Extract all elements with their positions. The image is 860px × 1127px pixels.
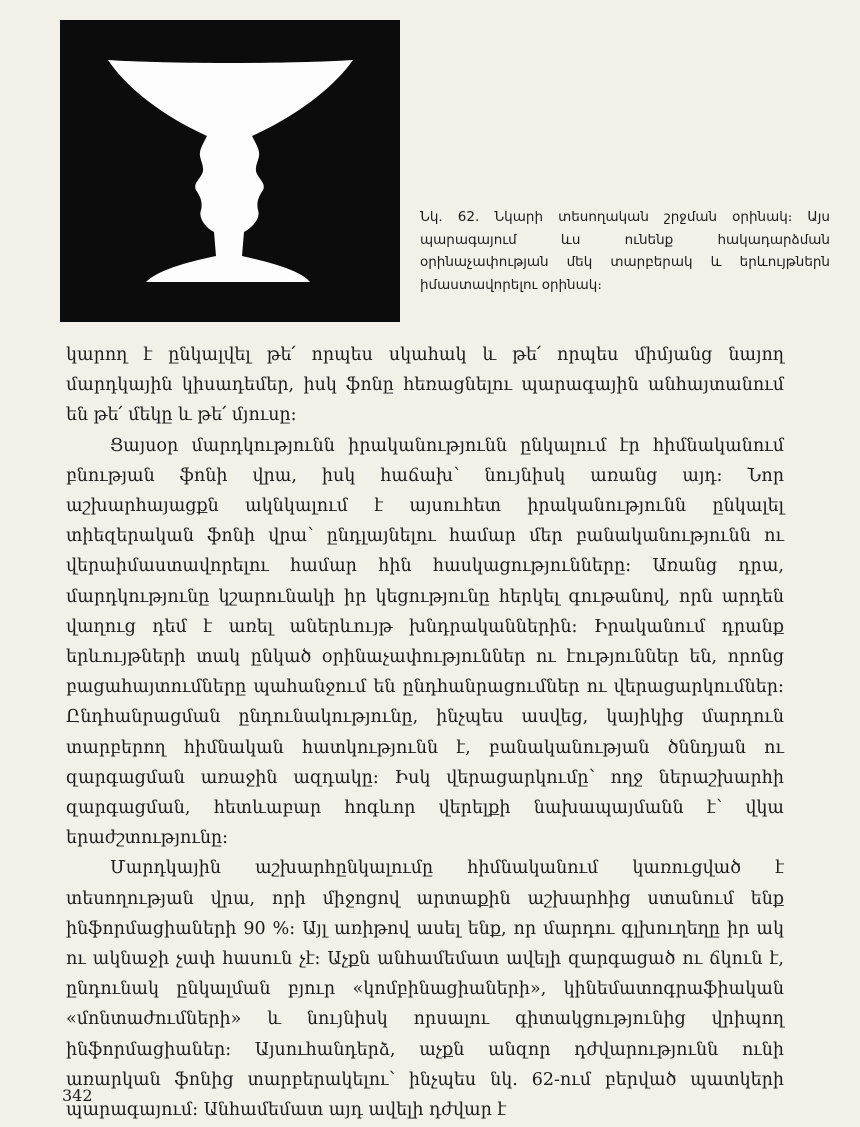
body-text — [66, 340, 784, 1125]
page-number: 342 — [62, 1086, 93, 1105]
paragraph: կարող է ընկալվել թե՛ որպես սկահակ և թե՛ որպես միմյանց նայող մարդկային կիսադեմեր, իսկ ֆոնը հեռացնելու պարագային անհայտանում են թե՛ մեկը և թե՛ մյուսը։ — [66, 345, 784, 426]
figure-caption: Նկ. 62. Նկարի տեսողական շրջման օրինակ։ Այս պարագայում ևս ունենք հակադարձման օրինաչափության մեկ տարբերակ և երևույթներն իմաստավորելու օրինակ։ — [420, 209, 830, 293]
paragraph: Մարդկային աշխարհընկալումը հիմնականում կառուցված է տեսողության վրա, որի միջոցով արտաքին աշխարհից ստանում ենք ինֆորմացիաների 90 %։ Այլ առիթով ասել ենք, որ մարդու գլխուղեղը իր ակ ու ակնաջի չափ հասուն չէ։ Աչքն անհամեմատ ավելի զարգացած ու ճկուն է, ընդունակ ընկալման բյուր «կոմբինացիաների», կինեմատոգրաֆիական «մոնտաժումների» և նույնիսկ որսալու գիտակցությունից վրիպող ինֆորմացիաներ։ Այսուհանդերձ, աչքն անզոր դժվարությունն ունի առարկան ֆոնից տարբերակելու՝ ինչպես նկ. 62-ում բերված պատկերի պարագայում։ Անհամեմատ այդ ավելի դժվար է — [66, 858, 784, 1121]
rubin-vase-icon — [60, 20, 400, 322]
paragraph: Ցայսօր մարդկությունն իրականությունն ընկալում էր հիմնականում բնության ֆոնի վրա, իսկ հաճախ՝ նույնիսկ առանց այդ։ Նոր աշխարհայացքն ակնկալում է այսուհետ իրականությունն ընկալել տիեզերական ֆոնի վրա՝ ընդլայնելու համար մեր բանականությունն ու վերաիմաստավորելու համար հին հասկացությունները։ Առանց դրա, մարդկությունը կշարունակի իր կեցությունը հերկել գութանով, որն արդեն վաղուց դեմ է առել աներևույթ խնդրականներին։ Իրականում դրանք երևույթների տակ ընկած օրինաչափություններ ու էություններ են, որոնց բացահայտումները պահանջում են ընդհանրացումներ ու վերացարկումներ։ Ընդհանրացման ընդունակությունը, ինչպես ասվեց, կայիկից մարդուն տարբերող հիմնական հատկությունն է, բանականության ծննդյան ու զարգացման առաջին ազդակը։ Իսկ վերացարկումը՝ ողջ ներաշխարհի զարգացման, հետևաբար հոգևոր վերելքի նախապայմանն է՝ վկա երաժշտությունը։ — [66, 435, 784, 849]
rubin-vase-figure — [60, 20, 400, 322]
